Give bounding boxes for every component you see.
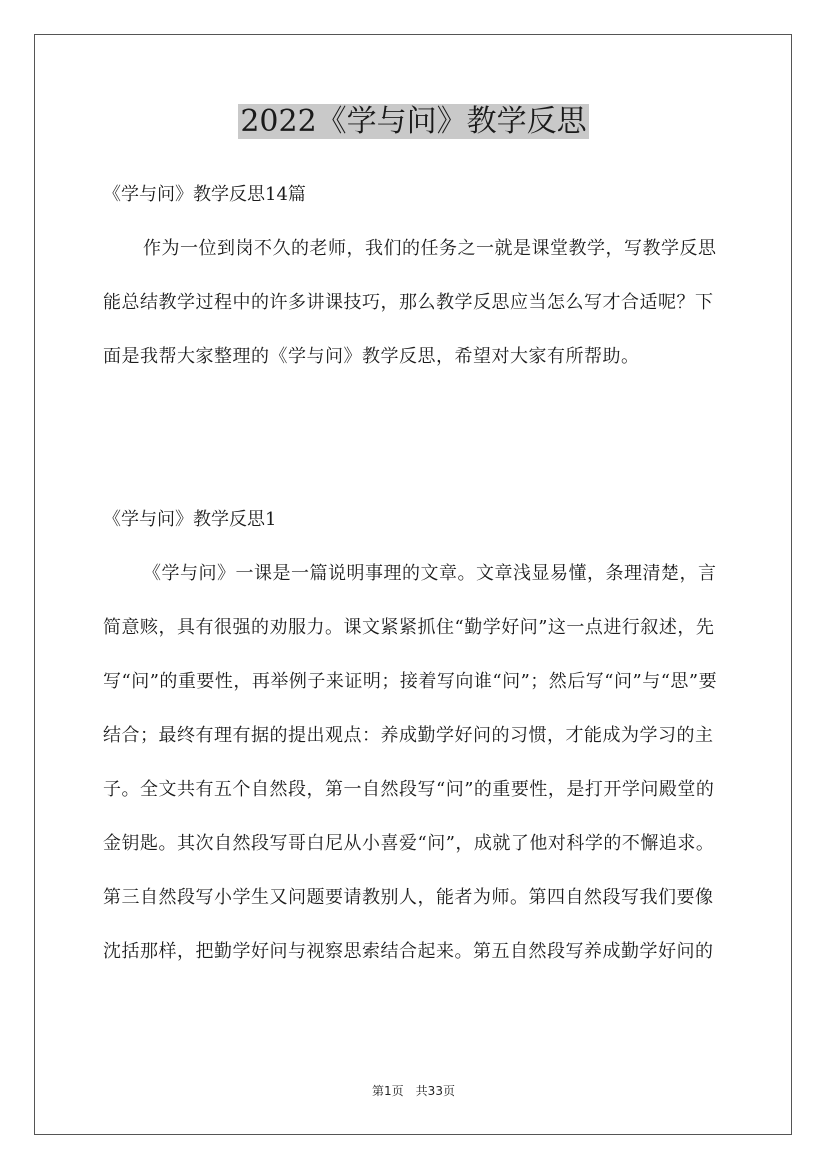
document-title-text: 2022《学与问》教学反思 [240, 104, 587, 139]
section-body-paragraph: 《学与问》一课是一篇说明事理的文章。文章浅显易懂，条理清楚，言简意赅，具有很强的劝服力。课文紧紧抓住“勤学好问”这一点进行叙述，先写“问”的重要性，再举例子来证明；接着写向谁“问”；然后写“问”与“思”要结合；最终有理有据的提出观点：养成勤学好问的习惯，才能成为学习的主子。全文共有五个自然段，第一自然段写“问”的重要性，是打开学问殿堂的金钥匙。其次自然段写哥白尼从小喜爱“问”，成就了他对科学的不懈追求。第三自然段写小学生又问题要请教别人，能者为师。第四自然段写我们要像沈括那样，把勤学好问与视察思索结合起来。第五自然段写养成勤学好问的 [103, 563, 718, 962]
document-subtitle: 《学与问》教学反思14篇 [103, 184, 306, 205]
page-footer: 第1页 共33页 [372, 1084, 455, 1098]
section-heading: 《学与问》教学反思1 [103, 509, 277, 530]
intro-paragraph: 作为一位到岗不久的老师，我们的任务之一就是课堂教学，写教学反思能总结教学过程中的许多讲课技巧，那么教学反思应当怎么写才合适呢？下面是我帮大家整理的《学与问》教学反思，希望对大家有所帮助。 [103, 238, 717, 367]
document-title [0, 100, 827, 144]
